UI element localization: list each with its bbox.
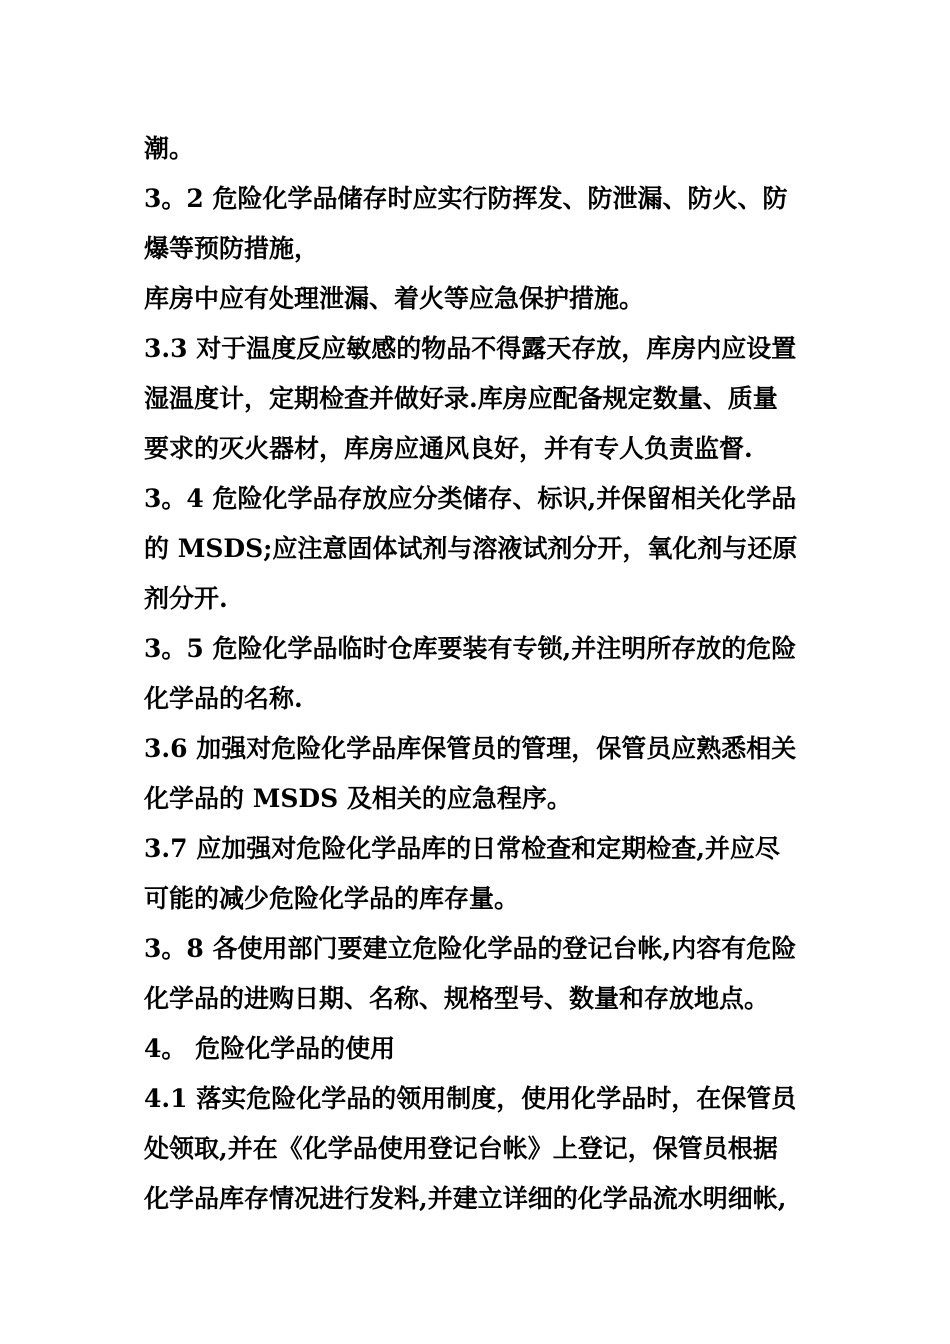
text-line: 4。 危险化学品的使用 [144, 1034, 396, 1063]
text-line: 可能的减少危险化学品的库存量。 [144, 884, 520, 913]
text-line: 爆等预防措施， [144, 234, 320, 263]
text-line: 3。5 危险化学品临时仓库要装有专锁,并注明所存放的危险 [144, 634, 797, 663]
text-line: 处领取,并在《化学品使用登记台帐》上登记，保管员根据 [144, 1134, 778, 1163]
document-body [144, 124, 824, 1224]
text-line: 湿温度计，定期检查并做好录.库房应配备规定数量、质量 [144, 384, 778, 413]
text-line: 化学品库存情况进行发料,并建立详细的化学品流水明细帐, [144, 1184, 787, 1213]
text-line: 化学品的名称. [144, 684, 303, 713]
text-line: 3.7 应加强对危险化学品库的日常检查和定期检查,并应尽 [144, 834, 780, 863]
text-line: 潮。 [144, 134, 195, 163]
text-line: 的 MSDS;应注意固体试剂与溶液试剂分开，氧化剂与还原 [144, 534, 798, 563]
text-line: 3。8 各使用部门要建立危险化学品的登记台帐,内容有危险 [144, 934, 797, 963]
text-line: 库房中应有处理泄漏、着火等应急保护措施。 [144, 284, 645, 313]
text-line: 化学品的 MSDS 及相关的应急程序。 [144, 784, 572, 813]
text-line: 3。2 危险化学品储存时应实行防挥发、防泄漏、防火、防 [144, 184, 788, 213]
text-line: 化学品的进购日期、名称、规格型号、数量和存放地点。 [144, 984, 770, 1013]
text-line: 3.3 对于温度反应敏感的物品不得露天存放，库房内应设置 [144, 334, 797, 363]
text-line: 剂分开. [144, 584, 228, 613]
text-line: 要求的灭火器材，库房应通风良好，并有专人负责监督. [144, 434, 753, 463]
text-line: 4.1 落实危险化学品的领用制度，使用化学品时，在保管员 [144, 1084, 797, 1113]
text-line: 3.6 加强对危险化学品库保管员的管理，保管员应熟悉相关 [144, 734, 797, 763]
text-line: 3。4 危险化学品存放应分类储存、标识,并保留相关化学品 [144, 484, 797, 513]
